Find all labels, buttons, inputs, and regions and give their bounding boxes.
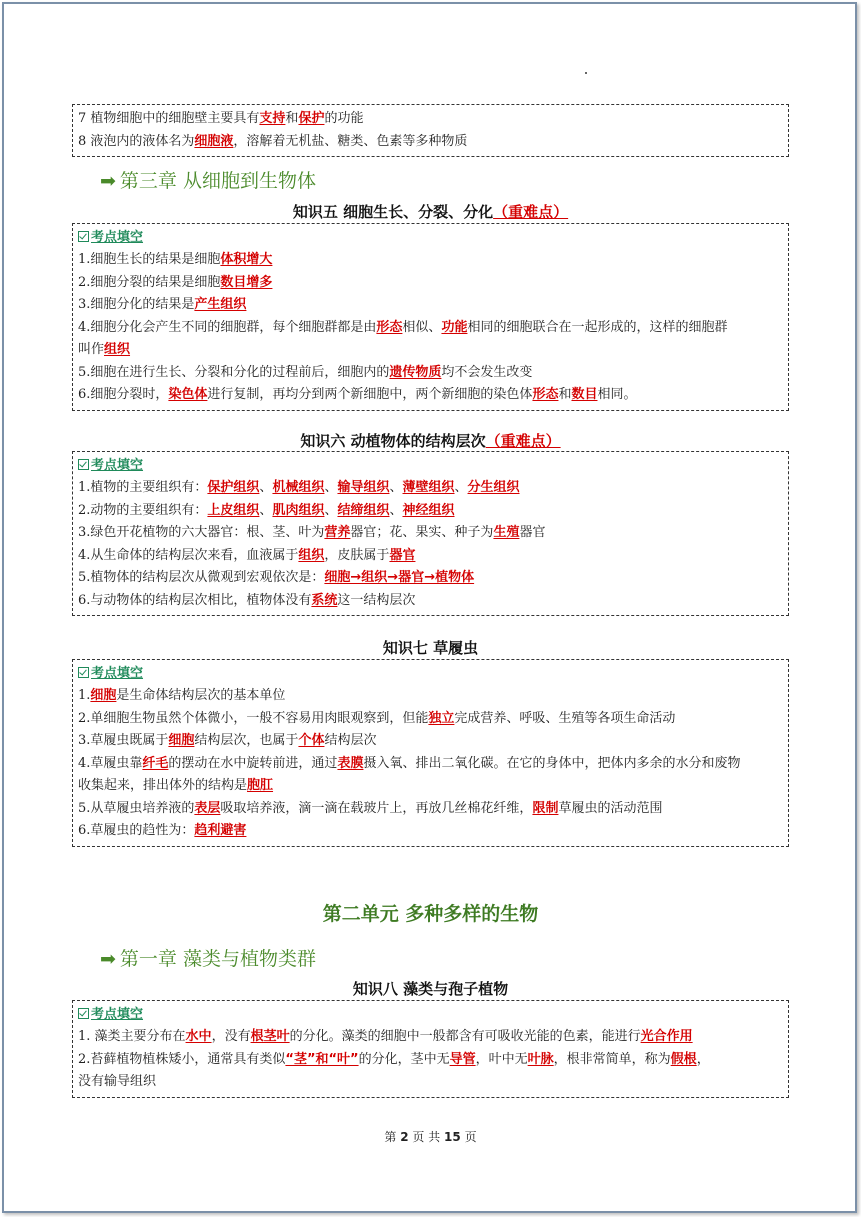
line-text: 相同的细胞联合在一起形成的，这样的细胞群 xyxy=(467,319,728,335)
answer-text: 胞肛 xyxy=(247,778,274,793)
answer-text: 上皮组织 xyxy=(207,502,260,518)
answer-text: 数目增多 xyxy=(220,274,273,290)
line-text: 的功能 xyxy=(324,111,364,126)
text-line xyxy=(78,730,782,753)
answer-text: 染色体 xyxy=(168,387,208,402)
line-text: 的分化，茎中无 xyxy=(358,1051,450,1067)
answer-text: 器官 xyxy=(389,547,416,563)
answer-text: 功能 xyxy=(441,319,468,335)
text-line xyxy=(78,775,782,798)
footer-text: 页 共 xyxy=(408,1130,445,1144)
answer-text: 产生组织 xyxy=(194,297,247,312)
answer-text: 输导组织 xyxy=(337,480,390,495)
text-line xyxy=(78,339,782,362)
line-text: ，根非常简单，称为 xyxy=(553,1051,671,1067)
text-line xyxy=(78,685,782,708)
answer-text: 限制 xyxy=(532,800,559,816)
chapter-heading-1 xyxy=(100,944,316,971)
line-text: 1. xyxy=(78,688,91,703)
answer-text: 叶脉 xyxy=(527,1051,554,1067)
knowledge-title-text: 知识八 藻类与孢子植物 xyxy=(352,980,509,998)
text-line xyxy=(78,1049,782,1072)
answer-text: 细胞 xyxy=(90,688,117,703)
quiz-tag-label: 考点填空 xyxy=(91,666,144,681)
text-line xyxy=(78,1071,782,1094)
line-text: 相似、 xyxy=(402,319,442,335)
line-text: 这一结构层次 xyxy=(337,592,416,608)
line-text: 6.细胞分裂时， xyxy=(78,387,169,402)
page-dot xyxy=(585,72,587,74)
answer-text: 生殖 xyxy=(493,525,520,540)
box-knowledge-7 xyxy=(72,659,789,847)
text-line xyxy=(78,362,782,385)
line-text: 3.细胞分化的结果是 xyxy=(78,297,195,312)
knowledge-6-title xyxy=(0,430,861,451)
text-line xyxy=(78,131,782,154)
text-line xyxy=(78,249,782,272)
quiz-tag-label: 考点填空 xyxy=(91,458,144,473)
knowledge-title-text: 知识五 细胞生长、分裂、分化 xyxy=(292,203,494,221)
answer-text: 机械组织 xyxy=(272,480,325,495)
text-line xyxy=(78,500,782,523)
line-text: 2.细胞分裂的结果是细胞 xyxy=(78,274,221,290)
line-text: 收集起来，排出体外的结构是 xyxy=(78,778,248,793)
line-text: 1.细胞生长的结果是细胞 xyxy=(78,252,221,267)
line-text: 进行复制，再均分到两个新细胞中，两个新细胞的染色体 xyxy=(207,387,533,402)
answer-text: 导管 xyxy=(449,1051,476,1067)
line-text: 摄入氧、排出二氧化碳。在它的身体中，把体内多余的水分和废物 xyxy=(363,755,741,771)
line-text: 没有输导组织 xyxy=(78,1074,157,1089)
knowledge-7-title xyxy=(0,637,861,658)
answer-text: 根茎叶 xyxy=(250,1029,290,1044)
knowledge-5-title xyxy=(0,201,861,222)
box-knowledge-8 xyxy=(72,1000,789,1098)
line-text: 吸取培养液，滴一滴在载玻片上，再放几丝棉花纤维， xyxy=(220,800,533,816)
line-text: 7 植物细胞中的细胞壁主要具有 xyxy=(78,111,260,126)
text-line xyxy=(78,590,782,613)
chapter-title: 第三章 从细胞到生物体 xyxy=(119,170,316,192)
line-text: 草履虫的活动范围 xyxy=(558,800,663,816)
line-text: 结构层次，也属于 xyxy=(194,733,299,748)
arrow-icon: ➡ xyxy=(100,948,116,970)
line-text: 均不会发生改变 xyxy=(441,364,533,380)
text-line xyxy=(78,798,782,821)
line-text: ，皮肤属于 xyxy=(324,547,390,563)
text-line xyxy=(78,708,782,731)
line-text: 、 xyxy=(389,502,403,518)
text-line xyxy=(78,522,782,545)
text-line xyxy=(78,317,782,340)
box-knowledge-6 xyxy=(72,451,789,616)
answer-text: 支持 xyxy=(259,111,286,126)
answer-text: 纤毛 xyxy=(142,755,169,771)
unit-2-heading: 第二单元 多种多样的生物 xyxy=(322,903,539,925)
answer-text: 组织 xyxy=(298,547,325,563)
line-text: 4.草履虫靠 xyxy=(78,755,143,771)
line-text: ，没有 xyxy=(211,1029,251,1044)
answer-text: 细胞液 xyxy=(194,133,234,149)
answer-text: 遗传物质 xyxy=(389,364,442,380)
footer-text: 第 xyxy=(384,1130,401,1144)
line-text: 、 xyxy=(324,502,338,518)
answer-text: 表膜 xyxy=(337,755,364,771)
knowledge-title-text: 知识六 动植物体的结构层次 xyxy=(300,432,486,450)
arrow-icon: ➡ xyxy=(100,170,116,192)
line-text: 、 xyxy=(324,480,338,495)
line-text: 和 xyxy=(558,387,572,402)
difficulty-tag: （重难点） xyxy=(493,203,569,221)
line-text: 、 xyxy=(389,480,403,495)
answer-text: 分生组织 xyxy=(467,480,520,495)
answer-text: 系统 xyxy=(311,592,338,608)
knowledge-8-title xyxy=(0,978,861,999)
line-text: 5.植物体的结构层次从微观到宏观依次是： xyxy=(78,570,325,585)
line-text: 4.细胞分化会产生不同的细胞群，每个细胞群都是由 xyxy=(78,319,377,335)
line-text: 的分化。藻类的细胞中一般都含有可吸收光能的色素，能进行 xyxy=(289,1029,641,1044)
line-text: 2.苔藓植物植株矮小，通常具有类似 xyxy=(78,1051,286,1067)
line-text: ，溶解着无机盐、糖类、色素等多种物质 xyxy=(233,133,468,149)
answer-text: 独立 xyxy=(428,710,455,726)
answer-text: 个体 xyxy=(298,733,325,748)
text-line xyxy=(78,384,782,407)
quiz-tag-label: 考点填空 xyxy=(91,230,144,245)
page-footer xyxy=(0,1128,861,1145)
line-text: 器官；花、果实、种子为 xyxy=(350,525,494,540)
answer-text: 营养 xyxy=(324,525,351,540)
answer-text: 细胞 xyxy=(168,733,195,748)
chapter-heading-3 xyxy=(100,166,316,193)
text-line xyxy=(78,272,782,295)
quiz-tag xyxy=(78,663,782,685)
answer-text: 形态 xyxy=(376,319,403,335)
text-line xyxy=(78,1026,782,1049)
text-line xyxy=(78,294,782,317)
quiz-tag xyxy=(78,1004,782,1026)
line-text: 的摆动在水中旋转前进，通过 xyxy=(168,755,338,771)
answer-text: 趋利避害 xyxy=(194,823,247,838)
answer-text: 保护组织 xyxy=(207,480,260,495)
answer-text: 形态 xyxy=(532,387,559,402)
footer-text: 页 xyxy=(460,1130,477,1144)
answer-text: 神经组织 xyxy=(402,502,455,518)
line-text: 3.绿色开花植物的六大器官：根、茎、叶为 xyxy=(78,525,325,540)
line-text: 、 xyxy=(454,480,468,495)
line-text: 2.动物的主要组织有： xyxy=(78,502,208,518)
answer-text: 光合作用 xyxy=(640,1029,693,1044)
line-text: 、 xyxy=(259,480,273,495)
box-cell-wall xyxy=(72,104,789,157)
line-text: 和 xyxy=(285,111,299,126)
line-text: 完成营养、呼吸、生殖等各项生命活动 xyxy=(454,710,676,726)
answer-text: 表层 xyxy=(194,800,221,816)
line-text: 相同。 xyxy=(597,387,637,402)
line-text: 是生命体结构层次的基本单位 xyxy=(116,688,286,703)
difficulty-tag: （重难点） xyxy=(485,432,561,450)
text-line xyxy=(78,108,782,131)
checkbox-icon xyxy=(78,1008,89,1019)
answer-text: 薄壁组织 xyxy=(402,480,455,495)
text-line xyxy=(78,567,782,590)
line-text: 3.草履虫既属于 xyxy=(78,733,169,748)
checkbox-icon xyxy=(78,231,89,242)
answer-text: 组织 xyxy=(104,342,131,357)
quiz-tag xyxy=(78,455,782,477)
line-text: 5.细胞在进行生长、分裂和分化的过程前后，细胞内的 xyxy=(78,364,390,380)
line-text: 结构层次 xyxy=(324,733,377,748)
checkbox-icon xyxy=(78,459,89,470)
line-text: 1. 藻类主要分布在 xyxy=(78,1029,186,1044)
chapter-title: 第一章 藻类与植物类群 xyxy=(119,948,316,970)
line-text: 器官 xyxy=(519,525,546,540)
answer-text: 结缔组织 xyxy=(337,502,390,518)
answer-text: 细胞→组织→器官→植物体 xyxy=(324,570,475,585)
quiz-tag-label: 考点填空 xyxy=(91,1007,144,1022)
knowledge-title-text: 知识七 草履虫 xyxy=(382,639,479,657)
answer-text: 假根 xyxy=(670,1051,697,1067)
answer-text: 数目 xyxy=(571,387,598,402)
line-text: 1.植物的主要组织有： xyxy=(78,480,208,495)
line-text: 2.单细胞生物虽然个体微小，一般不容易用肉眼观察到，但能 xyxy=(78,710,429,726)
line-text: 6.草履虫的趋性为： xyxy=(78,823,195,838)
total-pages: 15 xyxy=(444,1130,461,1144)
line-text: ， xyxy=(696,1051,710,1067)
text-line xyxy=(78,820,782,843)
line-text: 叫作 xyxy=(78,342,105,357)
answer-text: 肌肉组织 xyxy=(272,502,325,518)
text-line xyxy=(78,477,782,500)
box-knowledge-5 xyxy=(72,223,789,411)
text-line xyxy=(78,545,782,568)
line-text: 5.从草履虫培养液的 xyxy=(78,800,195,816)
answer-text: 体积增大 xyxy=(220,252,273,267)
line-text: 4.从生命体的结构层次来看，血液属于 xyxy=(78,547,299,563)
checkbox-icon xyxy=(78,667,89,678)
answer-text: 保护 xyxy=(298,111,325,126)
quiz-tag xyxy=(78,227,782,249)
answer-text: “茎”和“叶” xyxy=(285,1051,359,1067)
line-text: 、 xyxy=(259,502,273,518)
line-text: ，叶中无 xyxy=(475,1051,528,1067)
page-number: 2 xyxy=(400,1130,409,1144)
text-line xyxy=(78,753,782,776)
line-text: 6.与动物体的结构层次相比，植物体没有 xyxy=(78,592,312,608)
line-text: 8 液泡内的液体名为 xyxy=(78,133,195,149)
answer-text: 水中 xyxy=(185,1029,212,1044)
